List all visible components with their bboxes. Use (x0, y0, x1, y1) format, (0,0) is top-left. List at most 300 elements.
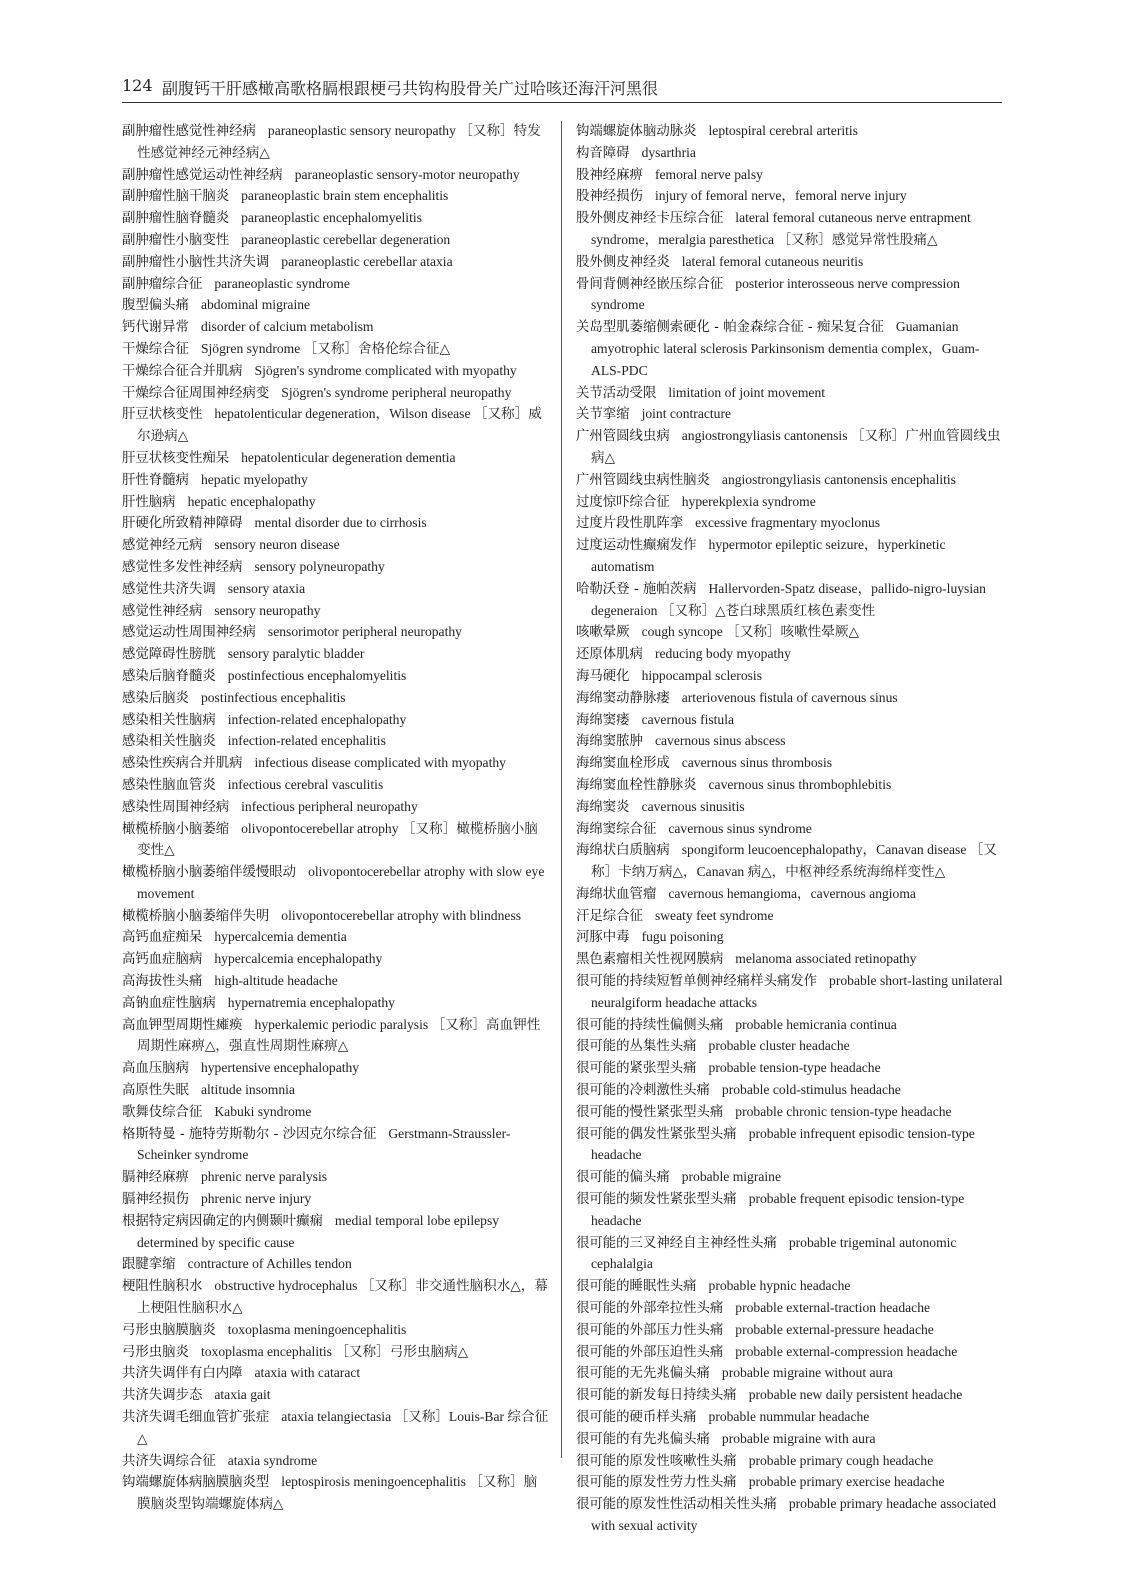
glossary-entry (576, 1036, 1004, 1058)
term-english: olivopontocerebellar atrophy ［又称］橄榄桥脑小脑变性△ (137, 820, 538, 858)
term-chinese: 感觉神经元病 (122, 538, 203, 554)
term-chinese: 很可能的冷刺激性头痛 (576, 1083, 710, 1099)
glossary-entry (576, 819, 1004, 841)
term-chinese: 股神经损伤 (576, 189, 643, 205)
term-english: infection-related encephalopathy (227, 711, 407, 727)
term-chinese: 感觉性多发性神经病 (122, 559, 243, 575)
term-english: sensory paralytic bladder (227, 646, 365, 662)
glossary-entry (576, 1276, 1004, 1298)
glossary-entry (576, 383, 1004, 405)
term-english: leptospirosis meningoencephalitis ［又称］脑膜脑炎型钩端螺旋体病△ (137, 1474, 538, 1512)
glossary-entry (122, 1167, 550, 1189)
glossary-entry (576, 492, 1004, 514)
term-english: joint contracture (641, 406, 732, 422)
term-english: probable hypnic headache (708, 1278, 851, 1294)
glossary-entry (576, 1058, 1004, 1080)
term-english: phrenic nerve paralysis (200, 1169, 328, 1185)
glossary-entry (122, 949, 550, 971)
term-chinese: 共济失调伴有白内障 (122, 1366, 243, 1382)
term-english: disorder of calcium metabolism (200, 319, 374, 335)
term-chinese: 感觉性共济失调 (122, 581, 216, 597)
glossary-entry (122, 644, 550, 666)
term-chinese: 副肿瘤性感觉运动性神经病 (122, 167, 283, 183)
term-chinese: 很可能的有先兆偏头痛 (576, 1431, 710, 1447)
term-chinese: 副肿瘤性小脑性共济失调 (122, 254, 270, 270)
glossary-entry (576, 1233, 1004, 1277)
term-chinese: 过度惊吓综合征 (576, 494, 670, 510)
term-chinese: 感染后脑脊髓炎 (122, 668, 216, 684)
term-english: leptospiral cerebral arteritis (708, 123, 858, 138)
term-chinese: 感染性疾病合并肌病 (122, 756, 243, 772)
term-chinese: 感染性脑血管炎 (122, 777, 216, 793)
term-chinese: 还原体肌病 (576, 647, 643, 663)
term-chinese: 构音障碍 (576, 145, 630, 161)
glossary-entry (122, 731, 550, 753)
term-chinese: 高原性失眠 (122, 1083, 189, 1099)
glossary-entry (122, 862, 550, 906)
page-number: 124 (122, 76, 153, 95)
term-english: probable nummular headache (708, 1409, 870, 1425)
term-english: high-altitude headache (214, 973, 338, 989)
term-english: infectious disease complicated with myopathy (254, 755, 506, 771)
term-chinese: 海绵窦瘘 (576, 712, 630, 728)
term-chinese: 副肿瘤性脑干脑炎 (122, 189, 230, 205)
term-chinese: 腹型偏头痛 (122, 298, 189, 314)
term-chinese: 梗阻性脑积水 (122, 1279, 203, 1295)
term-english: ataxia telangiectasia ［又称］Louis-Bar 综合征△ (137, 1409, 549, 1446)
glossary-entry (122, 1015, 550, 1059)
term-english: probable hemicrania continua (735, 1016, 897, 1032)
glossary-entry (122, 208, 550, 230)
glossary-entry (122, 165, 550, 187)
term-english: probable primary headache associated with sexual activity (591, 1496, 997, 1533)
glossary-entry (122, 470, 550, 492)
term-chinese: 高钠血症性脑病 (122, 995, 216, 1011)
term-chinese: 关节挛缩 (576, 407, 630, 423)
term-chinese: 钙代谢异常 (122, 320, 189, 336)
glossary-entry (576, 317, 1004, 382)
term-chinese: 感染相关性脑炎 (122, 734, 216, 750)
term-english: ataxia gait (214, 1387, 271, 1403)
glossary-entry (122, 1276, 550, 1320)
term-chinese: 海绵状血管瘤 (576, 886, 657, 902)
term-english: probable trigeminal autonomic cephalalgia (591, 1234, 957, 1272)
term-english: femoral nerve palsy (654, 166, 763, 182)
term-english: hypercalcemia dementia (214, 929, 347, 945)
term-chinese: 汗足综合征 (576, 908, 643, 924)
term-english: lateral femoral cutaneous nerve entrapment syndrome，meralgia paresthetica ［又称］感觉异常性股痛△ (591, 210, 971, 247)
term-english: paraneoplastic sensory neuropathy ［又称］特发性感觉神经元神经病△ (137, 123, 541, 160)
term-chinese: 膈神经损伤 (122, 1192, 189, 1208)
glossary-entry (576, 1451, 1004, 1473)
term-chinese: 肝性脑病 (122, 494, 176, 510)
term-chinese: 副肿瘤性感觉性神经病 (122, 124, 256, 139)
glossary-entry (122, 906, 550, 928)
term-english: probable frequent episodic tension-type headache (591, 1191, 965, 1228)
term-chinese: 海绵窦炎 (576, 799, 630, 815)
term-chinese: 海绵窦脓肿 (576, 734, 643, 750)
term-english: sweaty feet syndrome (654, 907, 774, 923)
term-english: probable external-compression headache (735, 1343, 958, 1359)
glossary-entry (122, 1254, 550, 1276)
term-english: paraneoplastic cerebellar ataxia (281, 253, 453, 269)
term-english: limitation of joint movement (668, 384, 826, 400)
term-chinese: 海马硬化 (576, 668, 630, 684)
term-chinese: 高海拔性头痛 (122, 974, 203, 990)
term-english: paraneoplastic cerebellar degeneration (241, 231, 451, 247)
term-english: Sjögren syndrome ［又称］舍格伦综合征△ (200, 340, 451, 356)
term-chinese: 高钙血症痴呆 (122, 930, 203, 946)
term-chinese: 橄榄桥脑小脑萎缩 (122, 821, 230, 837)
term-english: arteriovenous fistula of cavernous sinus (681, 689, 898, 705)
term-english: hypertensive encephalopathy (200, 1060, 360, 1076)
term-chinese: 共济失调综合征 (122, 1453, 216, 1469)
term-chinese: 副肿瘤性小脑变性 (122, 232, 230, 248)
term-english: toxoplasma meningoencephalitis (227, 1321, 407, 1337)
term-chinese: 弓形虫脑炎 (122, 1344, 189, 1360)
term-english: obstructive hydrocephalus ［又称］非交通性脑积水△，幕上梗阻性脑积水△ (137, 1278, 548, 1316)
term-english: olivopontocerebellar atrophy with blindness (281, 907, 522, 923)
term-english: probable chronic tension-type headache (735, 1103, 952, 1119)
glossary-entry (576, 884, 1004, 906)
glossary-entry (122, 295, 550, 317)
term-english: posterior interosseous nerve compression syndrome (591, 275, 960, 313)
term-english: angiostrongyliasis cantonensis encephalitis (721, 471, 956, 487)
glossary-entry (576, 1167, 1004, 1189)
term-chinese: 膈神经麻痹 (122, 1170, 189, 1186)
glossary-entry (576, 1124, 1004, 1168)
glossary-entry (576, 1298, 1004, 1320)
glossary-entry (122, 339, 550, 361)
glossary-entry (122, 688, 550, 710)
glossary-entry (576, 840, 1004, 884)
term-english: ataxia with cataract (254, 1365, 361, 1381)
term-chinese: 骨间背侧神经嵌压综合征 (576, 276, 724, 292)
term-english: contracture of Achilles tendon (187, 1256, 352, 1272)
term-chinese: 海绵窦动静脉瘘 (576, 690, 670, 706)
term-chinese: 河豚中毒 (576, 930, 630, 946)
glossary-entry (122, 317, 550, 339)
term-english: hepatic myelopathy (200, 471, 308, 487)
term-english: sensory neuron disease (214, 537, 340, 553)
glossary-entry (122, 361, 550, 383)
glossary-entry (576, 513, 1004, 535)
glossary-entry (122, 230, 550, 252)
term-english: excessive fragmentary myoclonus (695, 515, 881, 531)
term-english: cavernous sinus syndrome (668, 820, 812, 836)
term-chinese: 很可能的新发每日持续头痛 (576, 1388, 737, 1404)
term-english: Kabuki syndrome (214, 1103, 312, 1119)
term-chinese: 肝豆状核变性 (122, 407, 203, 423)
glossary-entry (122, 1320, 550, 1342)
term-english: postinfectious encephalitis (200, 689, 346, 705)
term-english: altitude insomnia (200, 1082, 295, 1098)
glossary-entry (576, 143, 1004, 165)
term-chinese: 很可能的偶发性紧张型头痛 (576, 1126, 737, 1142)
glossary-entry (576, 1342, 1004, 1364)
glossary-entry (576, 186, 1004, 208)
glossary-entry (122, 775, 550, 797)
glossary-entry (576, 274, 1004, 318)
glossary-entry (122, 927, 550, 949)
glossary-entry (576, 797, 1004, 819)
term-english: probable primary exercise headache (748, 1474, 945, 1490)
term-english: paraneoplastic syndrome (214, 275, 350, 291)
term-english: probable short-lasting unilateral neuralgiform headache attacks (591, 973, 1003, 1010)
glossary-entry (576, 208, 1004, 252)
term-english: injury of femoral nerve，femoral nerve injury (654, 188, 907, 204)
term-english: hypermotor epileptic seizure，hyperkinetic automatism (591, 537, 946, 574)
running-title: 副腹钙干肝感橄高歌格膈根跟梗弓共钩构股骨关广过哈咳还海汗河黑很 (162, 79, 659, 98)
term-chinese: 共济失调步态 (122, 1388, 203, 1404)
glossary-entry (122, 666, 550, 688)
term-chinese: 副肿瘤性脑脊髓炎 (122, 211, 230, 227)
glossary-entry (122, 1472, 550, 1516)
glossary-entry (122, 274, 550, 296)
glossary-entry (576, 927, 1004, 949)
glossary-entry (122, 404, 550, 448)
glossary-entry (576, 165, 1004, 187)
glossary-entry (576, 1429, 1004, 1451)
glossary-entry (576, 949, 1004, 971)
term-english: ataxia syndrome (227, 1452, 318, 1468)
glossary-entry (576, 710, 1004, 732)
term-english: probable migraine without aura (721, 1365, 893, 1381)
term-english: Hallervorden-Spatz disease，pallido-nigro-luysian degeneraion ［又称］△苍白球黑质红核色素变性 (591, 580, 986, 618)
term-english: probable infrequent episodic tension-type headache (591, 1125, 975, 1163)
glossary-entry (576, 535, 1004, 579)
term-chinese: 很可能的外部牵拉性头痛 (576, 1301, 724, 1317)
term-english: abdominal migraine (200, 297, 311, 313)
term-english: infection-related encephalitis (227, 733, 386, 749)
term-english: infectious peripheral neuropathy (241, 798, 418, 814)
term-chinese: 很可能的持续短暂单侧神经痛样头痛发作 (576, 974, 818, 990)
glossary-entry (576, 1320, 1004, 1342)
glossary-entry (122, 121, 550, 165)
glossary-entry (576, 121, 1004, 143)
glossary-entry (576, 906, 1004, 928)
term-chinese: 橄榄桥脑小脑萎缩伴缓慢眼动 (122, 865, 297, 881)
glossary-entry (576, 644, 1004, 666)
term-chinese: 很可能的持续性偏侧头痛 (576, 1017, 724, 1033)
glossary-entry (576, 1102, 1004, 1124)
term-english: hyperkalemic periodic paralysis ［又称］高血钾性周期性麻痹△，强直性周期性麻痹△ (137, 1016, 541, 1054)
term-english: paraneoplastic sensory-motor neuropathy (294, 166, 520, 182)
glossary-entry (122, 971, 550, 993)
term-english: probable migraine (681, 1169, 782, 1185)
glossary-entry (122, 1124, 550, 1168)
left-column (122, 121, 550, 1516)
glossary-entry (576, 971, 1004, 1015)
glossary-entry (122, 1080, 550, 1102)
term-english: paraneoplastic encephalomyelitis (241, 210, 422, 226)
glossary-entry (576, 731, 1004, 753)
term-chinese: 肝性脊髓病 (122, 472, 189, 488)
right-column (576, 121, 1004, 1538)
term-chinese: 过度片段性肌阵挛 (576, 516, 684, 532)
term-chinese: 感觉性神经病 (122, 603, 203, 619)
term-english: postinfectious encephalomyelitis (227, 667, 407, 683)
glossary-entry (576, 1189, 1004, 1233)
glossary-entry (122, 1102, 550, 1124)
term-english: medial temporal lobe epilepsy determined by specific cause (137, 1212, 500, 1250)
glossary-entry (122, 535, 550, 557)
term-chinese: 高钙血症脑病 (122, 952, 203, 968)
term-english: cavernous sinus thrombophlebitis (708, 776, 892, 792)
glossary-entry (576, 1385, 1004, 1407)
term-chinese: 格斯特曼 - 施特劳斯勒尔 - 沙因克尔综合征 (122, 1126, 377, 1142)
term-english: sensory ataxia (227, 580, 306, 596)
term-english: cavernous sinusitis (641, 798, 745, 814)
glossary-entry (122, 186, 550, 208)
term-chinese: 股神经麻痹 (576, 167, 643, 183)
glossary-entry (576, 470, 1004, 492)
term-english: Sjögren's syndrome complicated with myopathy (254, 362, 517, 378)
term-english: Sjögren's syndrome peripheral neuropathy (281, 384, 512, 400)
glossary-entry (576, 1407, 1004, 1429)
term-chinese: 弓形虫脑膜脑炎 (122, 1322, 216, 1338)
term-chinese: 关岛型肌萎缩侧索硬化 - 帕金森综合征 - 痴呆复合征 (576, 320, 884, 336)
glossary-entry (122, 1451, 550, 1473)
glossary-entry (122, 492, 550, 514)
term-chinese: 海绵窦血栓形成 (576, 756, 670, 772)
glossary-entry (122, 448, 550, 470)
glossary-entry (122, 819, 550, 863)
term-chinese: 感染相关性脑病 (122, 712, 216, 728)
term-chinese: 干燥综合征 (122, 341, 189, 357)
term-chinese: 很可能的原发性咳嗽性头痛 (576, 1453, 737, 1469)
term-english: fugu poisoning (641, 929, 724, 945)
glossary-entry (122, 797, 550, 819)
term-english: probable new daily persistent headache (748, 1387, 963, 1403)
term-english: cough syncope ［又称］咳嗽性晕厥△ (641, 624, 859, 640)
term-chinese: 很可能的丛集性头痛 (576, 1039, 697, 1055)
term-english: dysarthria (641, 144, 696, 160)
glossary-entry (122, 622, 550, 644)
term-english: infectious cerebral vasculitis (227, 776, 384, 792)
glossary-entry (576, 666, 1004, 688)
term-english: angiostrongyliasis cantonensis ［又称］广州血管圆线虫病△ (591, 428, 1001, 465)
term-chinese: 黑色素瘤相关性视网膜病 (576, 952, 724, 968)
term-chinese: 副肿瘤综合征 (122, 276, 203, 292)
term-chinese: 很可能的三叉神经自主神经性头痛 (576, 1235, 777, 1251)
term-english: hypercalcemia encephalopathy (214, 951, 383, 967)
page-header (122, 74, 1002, 103)
term-english: phrenic nerve injury (200, 1191, 312, 1207)
glossary-entry (122, 1342, 550, 1364)
term-chinese: 哈勒沃登 - 施帕茨病 (576, 581, 697, 597)
term-english: probable primary cough headache (748, 1452, 934, 1468)
term-chinese: 跟腱挛缩 (122, 1257, 176, 1273)
glossary-entry (122, 1211, 550, 1255)
glossary-entry (576, 688, 1004, 710)
term-english: cavernous sinus abscess (654, 733, 786, 749)
glossary-entry (576, 622, 1004, 644)
glossary-entry (576, 1363, 1004, 1385)
term-chinese: 很可能的紧张型头痛 (576, 1061, 697, 1077)
glossary-entry (122, 1407, 550, 1451)
term-chinese: 广州管圆线虫病性脑炎 (576, 472, 710, 488)
term-english: paraneoplastic brain stem encephalitis (241, 188, 449, 204)
term-english: probable external-pressure headache (735, 1321, 934, 1337)
glossary-entry (122, 513, 550, 535)
term-chinese: 关节活动受限 (576, 385, 657, 401)
column-divider (561, 121, 562, 1458)
term-english: spongiform leucoencephalopathy，Canavan disease ［又称］卡纳万病△，Canavan 病△，中枢神经系统海绵样变性△ (591, 842, 997, 880)
term-chinese: 钩端螺旋体病脑膜脑炎型 (122, 1475, 270, 1491)
term-english: cavernous hemangioma，cavernous angioma (668, 885, 916, 901)
glossary-entry (576, 252, 1004, 274)
term-english: probable external-traction headache (735, 1300, 931, 1316)
glossary-entry (576, 753, 1004, 775)
term-chinese: 肝豆状核变性痴呆 (122, 450, 230, 466)
glossary-entry (122, 557, 550, 579)
term-chinese: 很可能的原发性劳力性头痛 (576, 1475, 737, 1491)
term-english: sensory neuropathy (214, 602, 321, 618)
term-english: hepatolenticular degeneration，Wilson disease ［又称］威尔逊病△ (137, 406, 542, 444)
term-chinese: 股外侧皮神经炎 (576, 254, 670, 270)
term-chinese: 橄榄桥脑小脑萎缩伴失明 (122, 908, 270, 924)
term-chinese: 很可能的频发性紧张型头痛 (576, 1192, 737, 1208)
glossary-entry (122, 1189, 550, 1211)
term-english: Gerstmann-Straussler-Scheinker syndrome (137, 1125, 511, 1163)
term-english: hyperekplexia syndrome (681, 493, 816, 509)
term-chinese: 钩端螺旋体脑动脉炎 (576, 124, 697, 139)
glossary-entry (122, 1385, 550, 1407)
term-chinese: 很可能的睡眠性头痛 (576, 1279, 697, 1295)
glossary-entry (576, 404, 1004, 426)
term-english: probable migraine with aura (721, 1430, 876, 1446)
term-chinese: 很可能的慢性紧张型头痛 (576, 1104, 724, 1120)
term-english: hepatic encephalopathy (187, 493, 316, 509)
term-chinese: 海绵窦综合征 (576, 821, 657, 837)
glossary-entry (122, 753, 550, 775)
term-chinese: 感染后脑炎 (122, 690, 189, 706)
glossary-entry (576, 1494, 1004, 1538)
glossary-entry (122, 601, 550, 623)
term-english: cavernous sinus thrombosis (681, 755, 833, 771)
term-chinese: 很可能的无先兆偏头痛 (576, 1366, 710, 1382)
term-english: sensory polyneuropathy (254, 558, 385, 574)
glossary-entry (122, 710, 550, 732)
term-chinese: 高血压脑病 (122, 1061, 189, 1077)
glossary-entry (122, 1058, 550, 1080)
term-chinese: 很可能的硬币样头痛 (576, 1410, 697, 1426)
term-chinese: 海绵状白质脑病 (576, 843, 670, 859)
term-english: hypernatremia encephalopathy (227, 994, 395, 1010)
term-chinese: 根据特定病因确定的内侧颞叶癫痫 (122, 1213, 323, 1229)
glossary-entry (576, 1080, 1004, 1102)
term-english: Guamanian amyotrophic lateral sclerosis Parkinsonism dementia complex，Guam-ALS-PDC (591, 319, 980, 378)
term-english: olivopontocerebellar atrophy with slow eye movement (137, 864, 545, 901)
term-chinese: 高血钾型周期性瘫痪 (122, 1017, 243, 1033)
glossary-entry (576, 775, 1004, 797)
term-chinese: 过度运动性癫痫发作 (576, 538, 697, 554)
glossary-entry (122, 579, 550, 601)
term-english: cavernous fistula (641, 711, 735, 727)
term-chinese: 海绵窦血栓性静脉炎 (576, 777, 697, 793)
term-chinese: 感觉运动性周围神经病 (122, 625, 256, 641)
glossary-entry (576, 579, 1004, 623)
term-chinese: 肝硬化所致精神障碍 (122, 516, 243, 532)
term-english: sensorimotor peripheral neuropathy (267, 624, 462, 640)
term-english: hippocampal sclerosis (641, 667, 762, 683)
term-chinese: 很可能的偏头痛 (576, 1170, 670, 1186)
term-chinese: 感觉障碍性膀胱 (122, 647, 216, 663)
glossary-entry (122, 252, 550, 274)
glossary-entry (122, 1363, 550, 1385)
glossary-entry (122, 993, 550, 1015)
